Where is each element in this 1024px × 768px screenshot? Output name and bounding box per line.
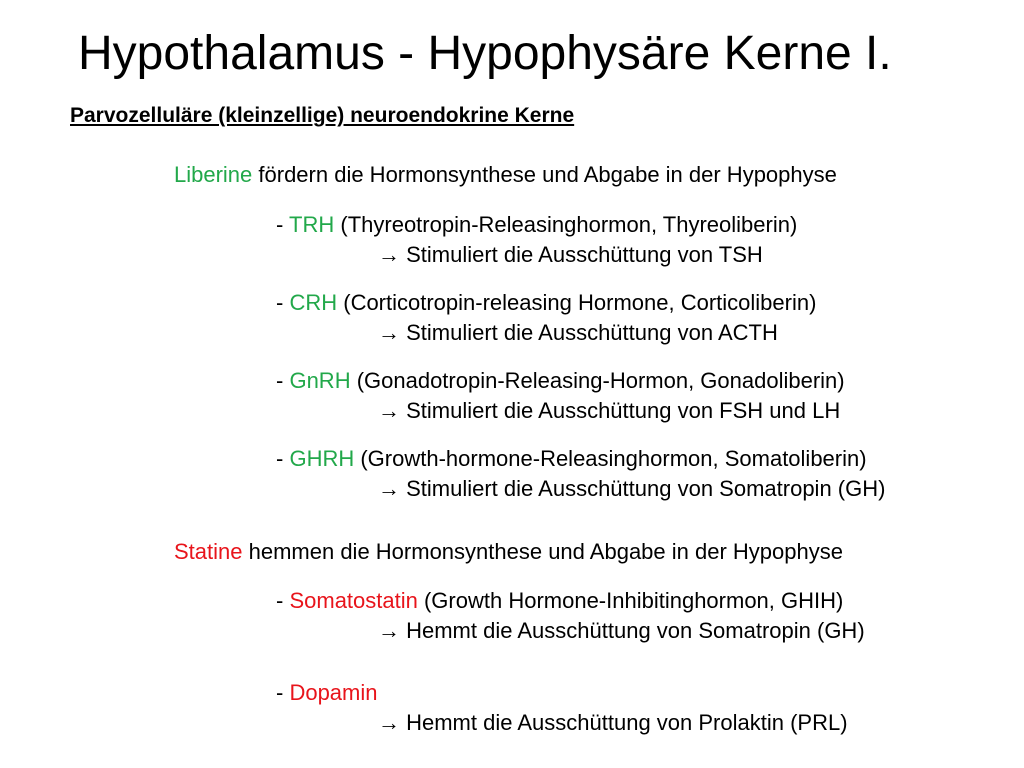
hormone-desc: (Gonadotropin-Releasing-Hormon, Gonadoliberin) (350, 368, 845, 393)
hormone-name: GHRH (289, 446, 355, 471)
bullet-dash: - (276, 290, 290, 315)
hormone-desc: (Thyreotropin-Releasinghormon, Thyreoliberin) (334, 212, 798, 237)
slide-title: Hypothalamus - Hypophysäre Kerne I. (78, 27, 892, 80)
list-item-crh (276, 288, 816, 318)
list-item-trh (276, 210, 797, 240)
liberine-text: fördern die Hormonsynthese und Abgabe in der Hypophyse (252, 162, 837, 187)
liberine-keyword: Liberine (174, 162, 253, 187)
hormone-desc: (Growth Hormone-Inhibitinghormon, GHIH) (417, 588, 844, 613)
statine-intro (174, 537, 843, 567)
hormone-effect: → Stimuliert die Ausschüttung von FSH und LH (378, 398, 841, 423)
bullet-dash: - (276, 368, 290, 393)
list-item-dopamin (276, 678, 378, 708)
statine-keyword: Statine (174, 539, 243, 564)
hormone-effect: → Hemmt die Ausschüttung von Prolaktin (PRL) (378, 710, 848, 735)
liberine-intro (174, 160, 837, 190)
list-item-ghrh (276, 444, 867, 474)
hormone-effect: → Stimuliert die Ausschüttung von ACTH (378, 320, 778, 345)
bullet-dash: - (276, 212, 290, 237)
list-item-somatostatin (276, 586, 843, 616)
hormone-effect: → Stimuliert die Ausschüttung von Somatropin (GH) (378, 476, 886, 501)
hormone-effect: → Hemmt die Ausschüttung von Somatropin (GH) (378, 618, 865, 643)
hormone-name: CRH (289, 290, 338, 315)
bullet-dash: - (276, 588, 290, 613)
hormone-name: GnRH (289, 368, 351, 393)
hormone-desc: (Growth-hormone-Releasinghormon, Somatoliberin) (354, 446, 867, 471)
statine-text: hemmen die Hormonsynthese und Abgabe in der Hypophyse (242, 539, 843, 564)
bullet-dash: - (276, 446, 290, 471)
section-heading: Parvozelluläre (kleinzellige) neuroendokrine Kerne (70, 104, 575, 127)
hormone-name: Dopamin (289, 680, 378, 705)
list-item-gnrh (276, 366, 845, 396)
hormone-name: Somatostatin (289, 588, 418, 613)
hormone-name: TRH (289, 212, 335, 237)
hormone-desc: (Corticotropin-releasing Hormone, Corticoliberin) (337, 290, 817, 315)
bullet-dash: - (276, 680, 290, 705)
hormone-effect: → Stimuliert die Ausschüttung von TSH (378, 242, 763, 267)
